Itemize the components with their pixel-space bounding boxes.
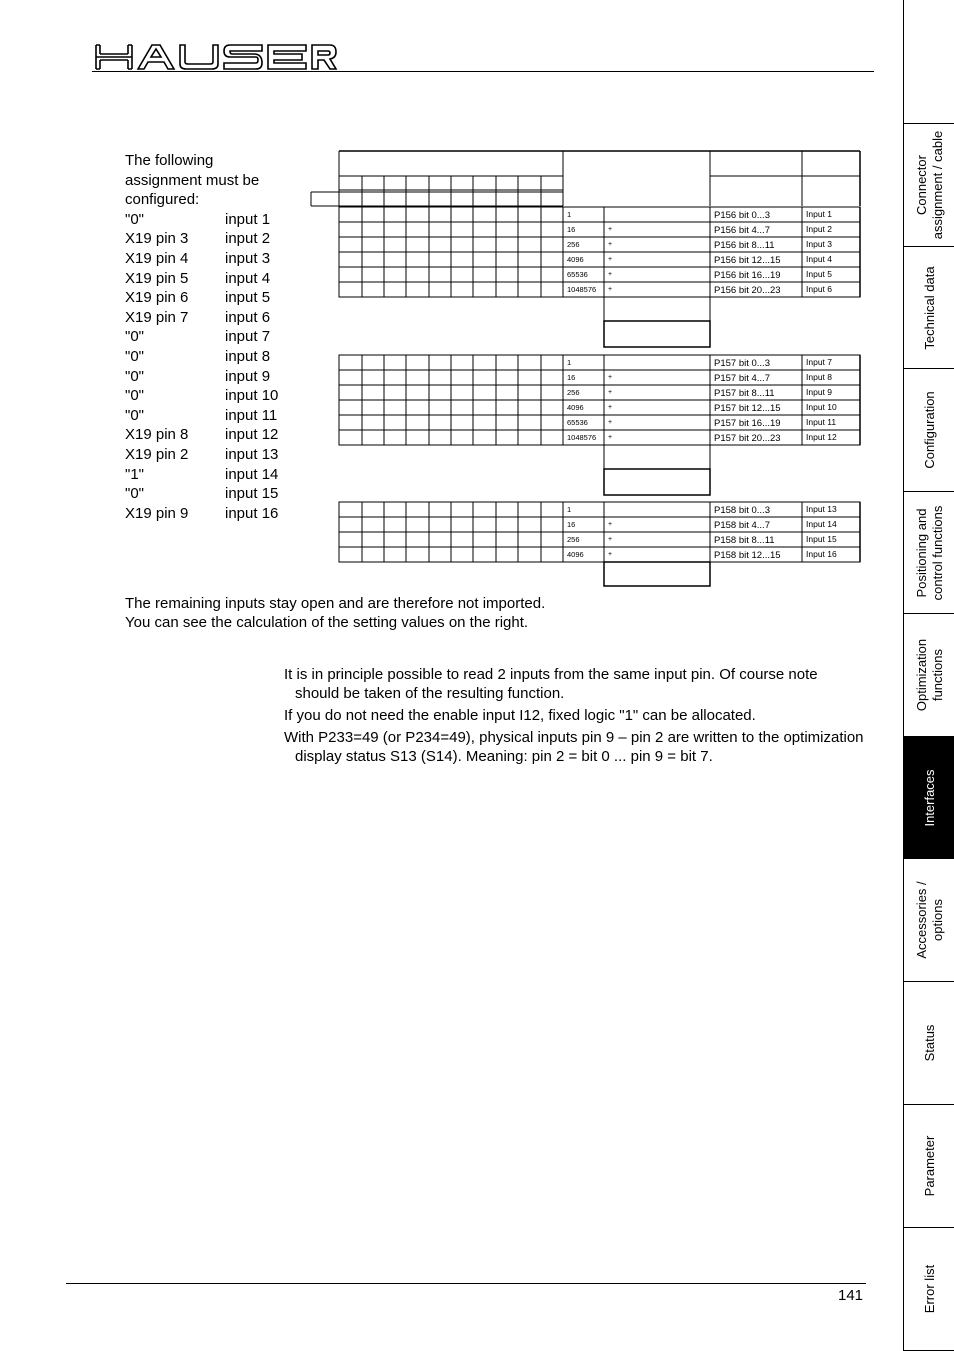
operator-cell: + [608,271,613,278]
result-box [604,562,710,586]
factor-cell: 1 [567,358,572,367]
tab-label [922,769,938,826]
result-box [604,445,710,469]
factor-cell: 16 [567,520,576,529]
assignment-source: "0" [125,485,144,503]
tab-label-line: Optimization [913,638,929,712]
input-cell: Input 6 [806,284,832,294]
result-box [604,469,710,495]
assignment-target: input 10 [225,387,279,405]
tab-label [922,1136,938,1197]
assignment-source: X19 pin 6 [125,289,189,307]
page-number: 141 [838,1287,864,1304]
tab-5[interactable] [904,737,954,859]
parameter-cell: P158 bit 0...3 [714,505,770,516]
note-3: With P233=49 (or P234=49), physical inputs pin 9 – pin 2 are written to the optimization display status S13 (S14). Meaning: pin 2 = bit 0 ... pin 9 = bit 7. [284,729,864,765]
input-cell: Input 16 [806,549,837,559]
tab-label [922,1025,938,1062]
assignment-target: input 11 [225,406,278,424]
assignment-target: input 12 [225,426,279,444]
input-cell: Input 13 [806,504,837,514]
input-cell: Input 1 [806,209,832,219]
tab-label-line: Status [921,1024,937,1062]
input-cell: Input 8 [806,372,832,382]
parameter-cell: P156 bit 8...11 [714,240,775,251]
tab-label-line: Positioning and [913,508,929,597]
factor-cell: 65536 [567,418,588,427]
assignment-source: "0" [125,347,144,365]
assignment-source: "1" [125,465,144,483]
input-cell: Input 12 [806,432,837,442]
tab-label-line: Error list [921,1264,937,1314]
assignment-source: "0" [125,328,144,346]
parameter-cell: P158 bit 12...15 [714,550,781,561]
factor-cell: 65536 [567,270,588,279]
assignment-source: X19 pin 8 [125,426,189,444]
input-cell: Input 7 [806,357,832,367]
assignment-source: X19 pin 2 [125,445,189,463]
tab-label-line: Interfaces [921,768,937,827]
note-1: It is in principle possible to read 2 inputs from the same input pin. Of course note should be taken of the resulting function. [284,666,818,702]
input-cell: Input 3 [806,239,832,249]
result-box [604,297,710,321]
tab-label-line: assignment / cable [929,130,945,240]
assignment-target: input 14 [225,465,279,483]
result-box [604,321,710,347]
parameter-cell: P157 bit 20...23 [714,433,781,444]
operator-cell: + [608,404,613,411]
tab-label-line: options [929,899,945,941]
factor-cell: 256 [567,240,580,249]
tab-label-line: functions [929,648,945,702]
calculation-tables [0,0,954,600]
factor-cell: 4096 [567,403,584,412]
assignment-target: input 1 [225,210,271,228]
factor-cell: 16 [567,373,576,382]
tab-label-line: control functions [929,505,945,600]
assignment-target: input 3 [225,249,271,267]
footer-rule [66,1283,866,1284]
operator-cell: + [608,256,613,263]
tab-8[interactable] [904,1105,954,1228]
assignment-target: input 13 [225,445,279,463]
tab-4[interactable] [904,614,954,737]
input-cell: Input 11 [806,417,837,427]
assignment-target: input 16 [225,504,279,522]
tab-label-line: Parameter [921,1135,937,1197]
factor-cell: 256 [567,388,580,397]
operator-cell: + [608,374,613,381]
factor-cell: 4096 [567,255,584,264]
assignment-source: X19 pin 4 [125,249,189,267]
operator-cell: + [608,241,613,248]
assignment-target: input 9 [225,367,271,385]
parameter-cell: P156 bit 0...3 [714,210,770,221]
factor-cell: 4096 [567,550,584,559]
parameter-cell: P156 bit 12...15 [714,255,781,266]
assignment-source: "0" [125,387,144,405]
factor-cell: 16 [567,225,576,234]
assignment-intro-2: assignment must be [125,171,260,189]
remaining-line-1: The remaining inputs stay open and are therefore not imported. [125,595,546,612]
factor-cell: 256 [567,535,580,544]
input-cell: Input 4 [806,254,832,264]
parameter-cell: P156 bit 16...19 [714,270,781,281]
input-cell: Input 2 [806,224,832,234]
assignment-target: input 2 [225,230,271,248]
operator-cell: + [608,551,613,558]
parameter-cell: P157 bit 16...19 [714,418,781,429]
input-cell: Input 14 [806,519,837,529]
assignment-target: input 7 [225,328,271,346]
tab-7[interactable] [904,982,954,1105]
note-2: If you do not need the enable input I12, fixed logic "1" can be allocated. [284,707,756,724]
operator-cell: + [608,521,613,528]
input-cell: Input 10 [806,402,837,412]
assignment-target: input 5 [225,289,271,307]
tab-label [914,881,946,958]
tab-label-line: Technical data [921,265,937,350]
assignment-intro-3: configured: [125,191,200,209]
tab-9[interactable] [904,1228,954,1351]
assignment-source: "0" [125,210,144,228]
assignment-intro-1: The following [125,152,214,169]
input-cell: Input 5 [806,269,832,279]
assignment-source: X19 pin 7 [125,308,189,326]
input-cell: Input 9 [806,387,832,397]
parameter-cell: P158 bit 8...11 [714,535,775,546]
tab-label-line: Accessories / [913,881,929,959]
assignment-source: "0" [125,406,144,424]
tab-label-line: Configuration [921,391,937,469]
parameter-cell: P157 bit 12...15 [714,403,781,414]
logo-text: HAUSER [94,42,99,43]
assignment-source: X19 pin 9 [125,504,189,522]
assignment-target: input 6 [225,308,271,326]
operator-cell: + [608,286,613,293]
parameter-cell: P158 bit 4...7 [714,520,770,531]
parameter-cell: P157 bit 8...11 [714,388,775,399]
assignment-target: input 15 [225,485,279,503]
factor-cell: 1 [567,210,572,219]
assignment-source: "0" [125,367,144,385]
parameter-cell: P157 bit 4...7 [714,373,770,384]
assignment-target: input 4 [225,269,271,287]
notes [284,665,864,769]
tab-label-line: Connector [913,155,929,215]
assignment-source: X19 pin 3 [125,230,189,248]
parameter-cell: P157 bit 0...3 [714,358,770,369]
operator-cell: + [608,434,613,441]
factor-cell: 1048576 [567,433,597,442]
assignment-source: X19 pin 5 [125,269,189,287]
remaining-line-2: You can see the calculation of the setting values on the right. [125,614,529,631]
operator-cell: + [608,389,613,396]
parameter-cell: P156 bit 4...7 [714,225,770,236]
tab-6[interactable] [904,859,954,982]
operator-cell: + [608,419,613,426]
factor-cell: 1048576 [567,285,597,294]
tab-label [914,639,946,711]
factor-cell: 1 [567,505,572,514]
input-cell: Input 15 [806,534,837,544]
parameter-cell: P156 bit 20...23 [714,285,781,296]
operator-cell: + [608,226,613,233]
operator-cell: + [608,536,613,543]
tab-label [922,1265,938,1313]
assignment-target: input 8 [225,347,271,365]
